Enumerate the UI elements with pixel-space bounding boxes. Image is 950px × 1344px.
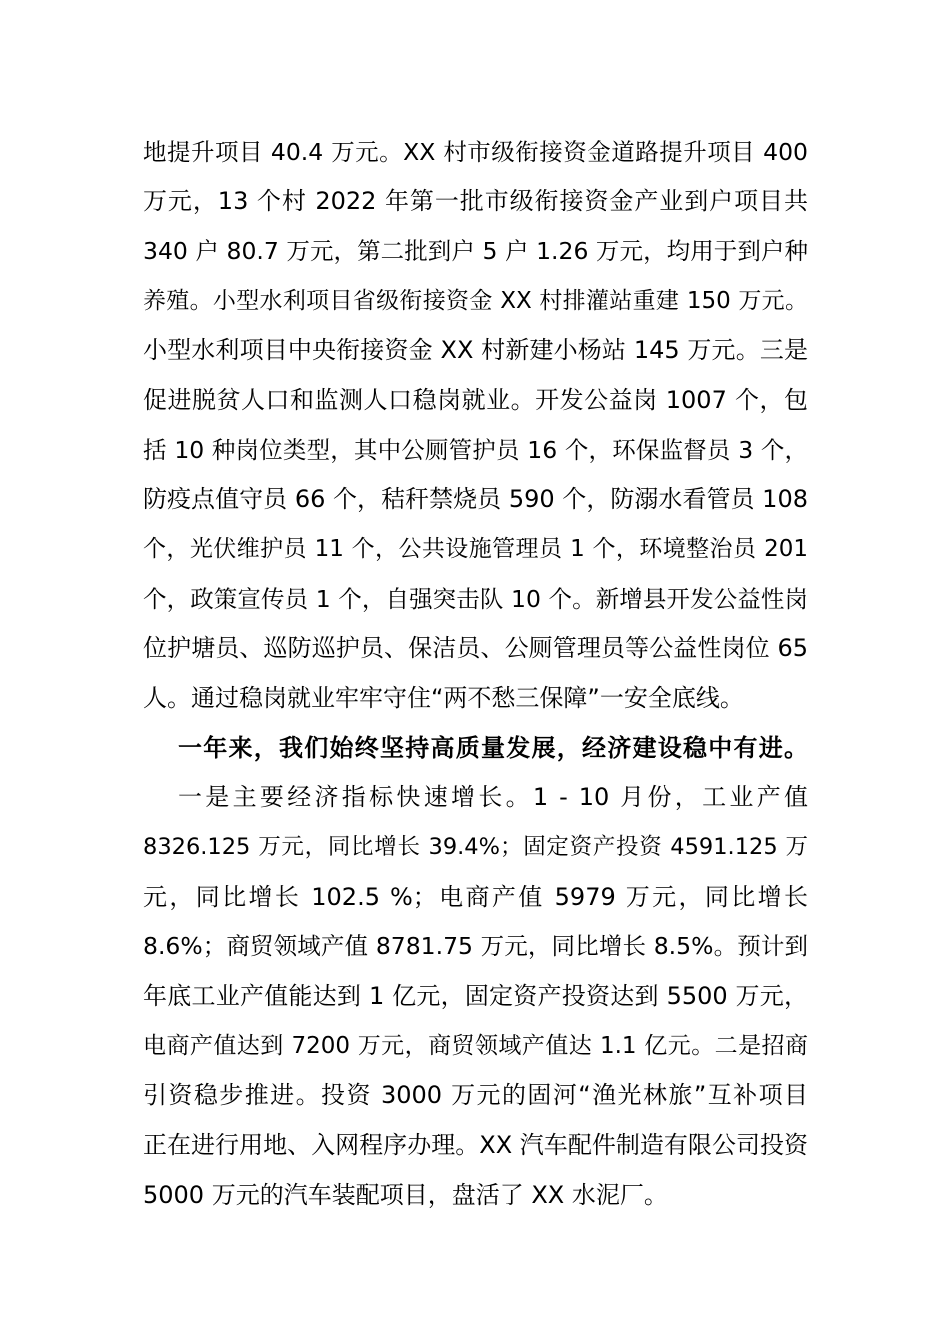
text-line: 个，政策宣传员 1 个，自强突击队 10 个。新增县开发公益性岗 [143, 585, 808, 613]
text-line: 5000 万元的汽车装配项目，盘活了 XX 水泥厂。 [143, 1181, 668, 1209]
text-line: 防疫点值守员 66 个，秸秆禁烧员 590 个，防溺水看管员 108 [143, 485, 808, 513]
text-line: 8326.125 万元，同比增长 39.4%；固定资产投资 4591.125 万 [143, 834, 808, 860]
text-line: 养殖。小型水利项目省级衔接资金 XX 村排灌站重建 150 万元。 [143, 288, 808, 314]
text-line: 小型水利项目中央衔接资金 XX 村新建小杨站 145 万元。三是 [143, 336, 808, 364]
text-line: 位护塘员、巡防巡护员、保洁员、公厕管理员等公益性岗位 65 [143, 634, 808, 662]
section-heading: 一年来，我们始终坚持高质量发展，经济建设稳中有进。 [178, 734, 808, 762]
text-line: 年底工业产值能达到 1 亿元，固定资产投资达到 5500 万元， [143, 982, 808, 1010]
text-line: 人。通过稳岗就业牢牢守住“两不愁三保障”一安全底线。 [143, 684, 744, 712]
text-line: 8.6%；商贸领域产值 8781.75 万元，同比增长 8.5%。预计到 [143, 932, 808, 960]
text-line: 地提升项目 40.4 万元。XX 村市级衔接资金道路提升项目 400 [143, 138, 808, 166]
text-line: 促进脱贫人口和监测人口稳岗就业。开发公益岗 1007 个，包 [143, 386, 808, 414]
text-line: 括 10 种岗位类型，其中公厕管护员 16 个，环保监督员 3 个， [143, 436, 808, 464]
text-line: 个，光伏维护员 11 个，公共设施管理员 1 个，环境整治员 201 [143, 536, 808, 562]
text-line: 电商产值达到 7200 万元，商贸领域产值达 1.1 亿元。二是招商 [143, 1033, 808, 1059]
text-line: 万元，13 个村 2022 年第一批市级衔接资金产业到户项目共 [143, 187, 808, 215]
text-line: 引资稳步推进。投资 3000 万元的固河“渔光林旅”互补项目 [143, 1081, 808, 1109]
text-line: 正在进行用地、入网程序办理。XX 汽车配件制造有限公司投资 [143, 1131, 808, 1159]
text-line: 元，同比增长 102.5 %；电商产值 5979 万元，同比增长 [143, 883, 808, 911]
text-line: 340 户 80.7 万元，第二批到户 5 户 1.26 万元，均用于到户种 [143, 237, 808, 265]
text-line: 一是主要经济指标快速增长。1 - 10 月份，工业产值 [178, 783, 808, 811]
